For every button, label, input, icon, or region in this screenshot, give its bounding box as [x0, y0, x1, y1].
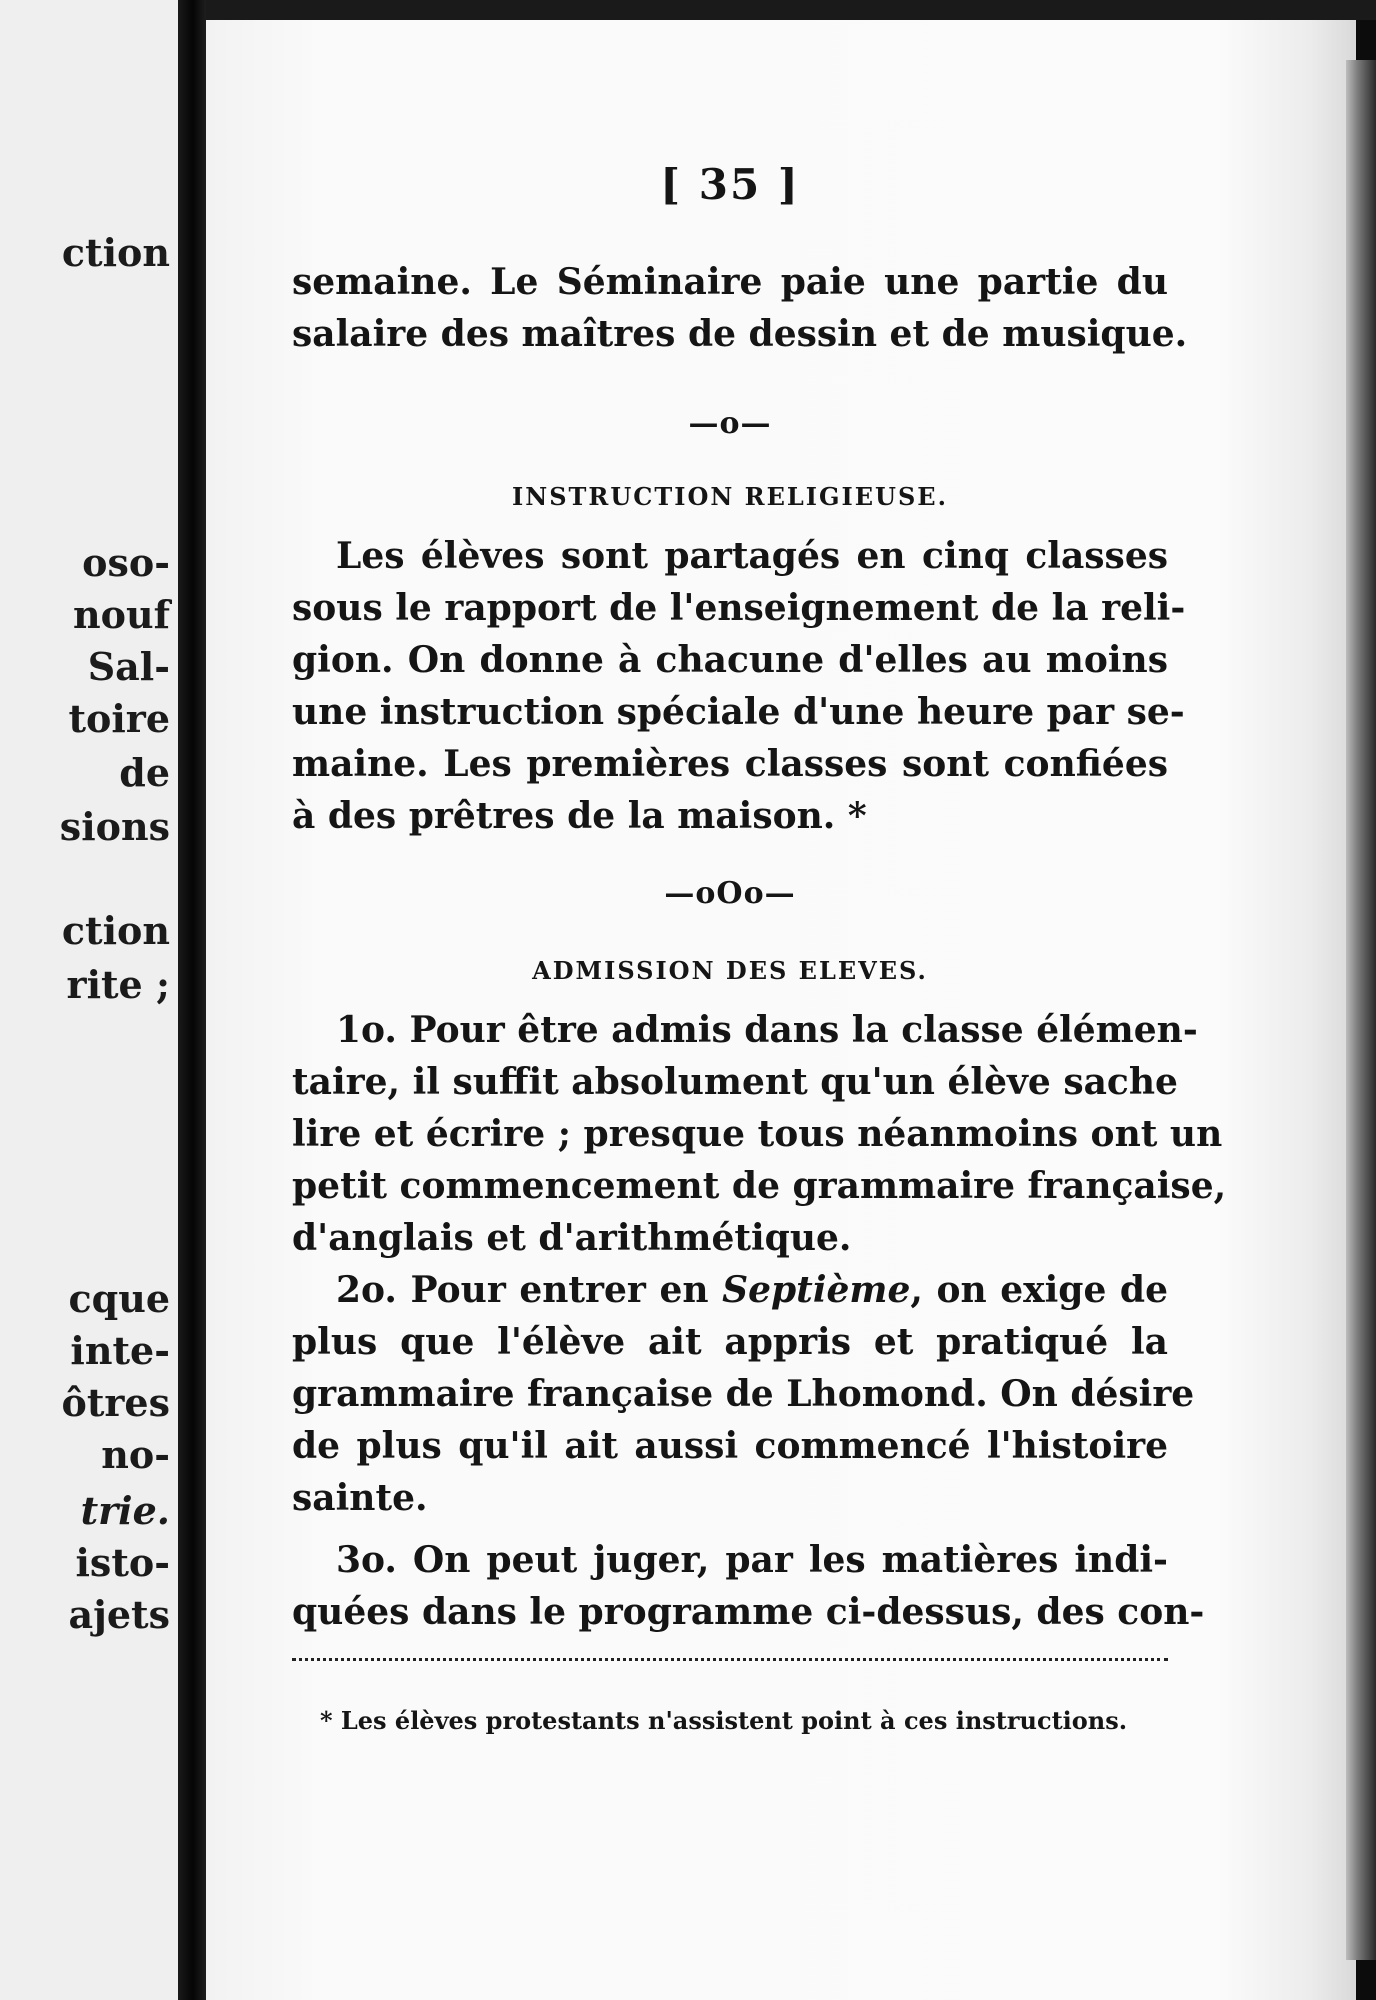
- text-line: une instruction spéciale d'une heure par se-: [292, 691, 1185, 733]
- text-line: plus que l'élève ait appris et pratiqué la: [292, 1321, 1168, 1363]
- page-number: [ 35 ]: [660, 160, 800, 209]
- text-line: à des prêtres de la maison. *: [292, 795, 867, 837]
- left-page-fragment: trie.: [80, 1488, 170, 1533]
- ornament-divider: —oOo—: [664, 876, 796, 911]
- text-line-mixed: [336, 1264, 1168, 1316]
- left-page-fragment: nouf: [73, 592, 170, 637]
- text-line: petit commencement de grammaire française,: [292, 1165, 1227, 1207]
- left-facing-page: [0, 0, 178, 2000]
- footnote-rule: [292, 1658, 1168, 1661]
- text-line: taire, il suffit absolument qu'un élève sache: [292, 1061, 1178, 1103]
- page-edge: [1346, 60, 1376, 1960]
- text-line: 3o. On peut juger, par les matières indi-: [336, 1539, 1168, 1581]
- left-page-fragment: isto-: [75, 1540, 170, 1585]
- left-page-fragment: rite ;: [66, 962, 170, 1007]
- text-line: salaire des maîtres de dessin et de musique.: [292, 313, 1188, 355]
- text-line: quées dans le programme ci-dessus, des con-: [292, 1591, 1205, 1633]
- footnote: * Les élèves protestants n'assistent point à ces instructions.: [320, 1706, 1128, 1735]
- ornament-divider: —o—: [688, 406, 772, 441]
- left-page-fragment: de: [119, 750, 170, 795]
- section-heading: ADMISSION DES ELEVES.: [532, 956, 928, 985]
- left-page-fragment: cque: [68, 1276, 170, 1321]
- book-gutter: [178, 0, 208, 2000]
- text-line: grammaire française de Lhomond. On désire: [292, 1373, 1195, 1415]
- text-line: lire et écrire ; presque tous néanmoins ont un: [292, 1113, 1223, 1155]
- text-line: maine. Les premières classes sont confiées: [292, 743, 1168, 785]
- left-page-fragment: ajets: [68, 1592, 170, 1637]
- section-heading: INSTRUCTION RELIGIEUSE.: [512, 482, 948, 511]
- text-line: sous le rapport de l'enseignement de la reli-: [292, 587, 1186, 629]
- text-line: de plus qu'il ait aussi commencé l'histoire: [292, 1425, 1168, 1467]
- left-page-fragment: ction: [61, 230, 170, 275]
- left-page-fragment: inte-: [70, 1328, 170, 1373]
- text-line: 1o. Pour être admis dans la classe élémen-: [336, 1009, 1198, 1051]
- italic-term: Septième: [722, 1269, 911, 1311]
- left-page-fragment: ôtres: [61, 1380, 170, 1425]
- left-page-fragment: oso-: [82, 540, 170, 585]
- left-page-fragment: sions: [59, 804, 170, 849]
- book-page: [206, 20, 1356, 2000]
- text-line: Les élèves sont partagés en cinq classes: [336, 535, 1168, 577]
- left-page-fragment: Sal-: [87, 644, 170, 689]
- left-page-fragment: toire: [68, 696, 170, 741]
- top-shadow: [206, 0, 1376, 20]
- text-line: semaine. Le Séminaire paie une partie du: [292, 261, 1168, 303]
- text-line: sainte.: [292, 1477, 428, 1519]
- text-line: gion. On donne à chacune d'elles au moins: [292, 639, 1168, 681]
- left-page-fragment: ction: [61, 908, 170, 953]
- text-line: d'anglais et d'arithmétique.: [292, 1217, 852, 1259]
- text-run: , on exige de: [910, 1269, 1168, 1311]
- left-page-fragment: no-: [101, 1432, 170, 1477]
- text-run: 2o. Pour entrer en: [336, 1269, 723, 1311]
